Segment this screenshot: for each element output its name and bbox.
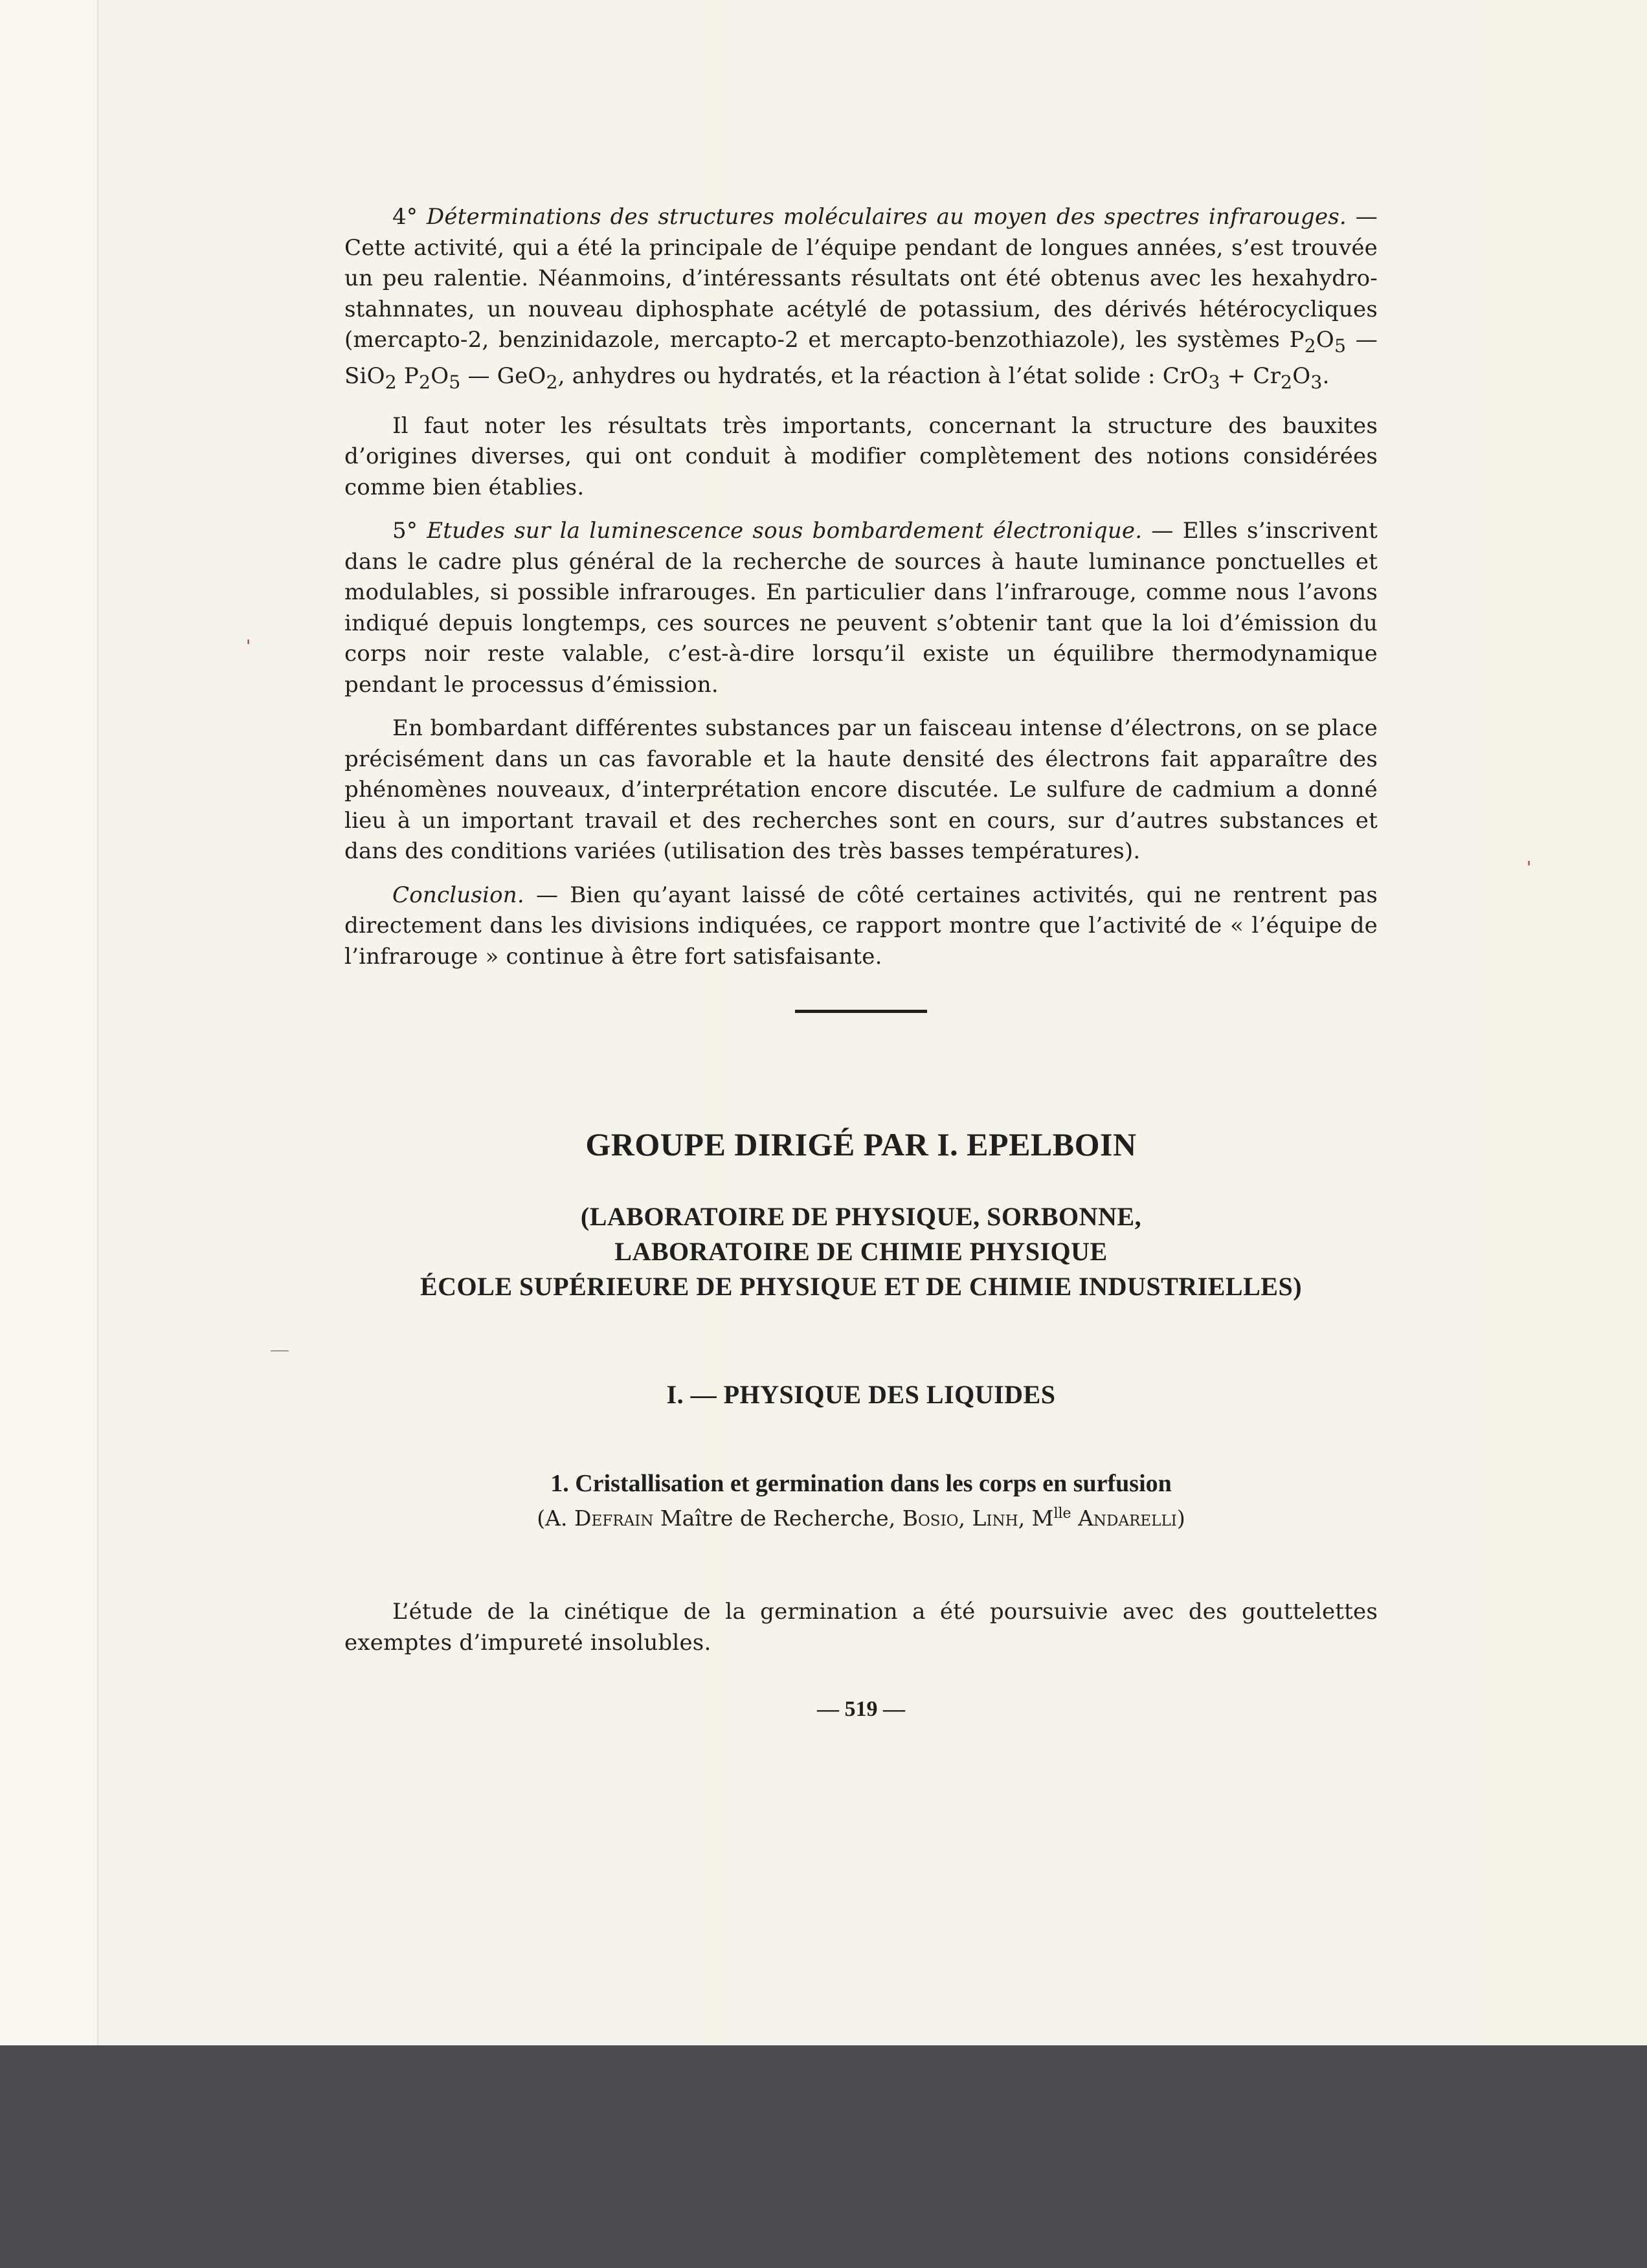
page-number: — 519 — — [817, 1697, 905, 1722]
author-name: Linh — [972, 1506, 1018, 1531]
author-text: Maître de Recherche, — [653, 1506, 902, 1531]
page-content — [344, 202, 1378, 1722]
author-line — [344, 1506, 1378, 1531]
author-superscript: lle — [1053, 1506, 1071, 1522]
formula-part: P — [1289, 327, 1305, 353]
laboratory-line: (LABORATOIRE DE PHYSIQUE, SORBONNE, — [580, 1202, 1142, 1232]
section-divider — [795, 1010, 927, 1013]
formula-part: P — [396, 363, 419, 390]
paragraph-bauxites: Il faut noter les résultats très importants, concernant la structure des bauxites d’origines diverses, qui ont conduit à modifier complètement des notions considérées comme bien établies. — [344, 412, 1378, 500]
paragraph-text: . — [1322, 363, 1330, 390]
group-title: GROUPE DIRIGÉ PAR I. EPELBOIN — [585, 1126, 1137, 1163]
laboratory-list — [344, 1199, 1378, 1304]
laboratory-line: LABORATOIRE DE CHIMIE PHYSIQUE — [614, 1237, 1108, 1267]
author-name: Andarelli — [1078, 1506, 1177, 1531]
subsection-title: 1. Cristallisation et germination dans les corps en surfusion — [550, 1470, 1172, 1498]
item-heading: Déterminations des structures moléculaires au moyen des spectres infrarouges. — [426, 204, 1347, 230]
paragraph-conclusion — [344, 880, 1378, 973]
subscript: 2 — [385, 372, 397, 394]
paragraph-bombardment: En bombardant différentes substances par un faisceau intense d’électrons, on se place précisément dans un cas favorable et la haute densité des électrons fait apparaître des phénomènes nouveaux, d’interprétation encore discutée. Le sulfure de cadmium a donné lieu à un important travail et des recherches sont en cours, sur d’autres substances et dans des conditions variées (utilisation des très basses températures). — [344, 715, 1378, 865]
margin-dash — [271, 1350, 289, 1351]
page-binding-edge — [0, 0, 98, 2045]
formula-part: O — [1292, 363, 1311, 390]
paragraph-text: — Cette activité, qui a été la principale de l’équipe pendant de longues années, s’est trouvée un peu ralentie. Néanmoins, d’intéressants résultats ont été obtenus avec les hexahydro-stahnnates, un nouveau diphosphate acétylé de potassium, des dérivés hétérocycliques (mercapto-2, benzinidazole, mercapto-2 et mercapto-benzothiazole), les systèmes — [344, 204, 1378, 353]
formula-part: CrO — [1162, 363, 1209, 390]
scanner-background — [0, 2045, 1647, 2268]
section-title: I. — PHYSIQUE DES LIQUIDES — [666, 1380, 1056, 1410]
item-number: 5° — [392, 518, 427, 544]
paragraph-infrared-structures — [344, 202, 1378, 398]
formula-part: — SiO — [344, 327, 1378, 390]
red-ink-mark: ' — [1527, 858, 1532, 878]
author-name: Bosio — [902, 1506, 959, 1531]
subscript: 2 — [546, 372, 558, 394]
author-text — [1071, 1506, 1079, 1531]
item-number: 4° — [392, 204, 427, 230]
subscript: 2 — [418, 372, 431, 394]
conclusion-heading: Conclusion. — [392, 882, 524, 908]
formula-part: O — [431, 363, 449, 390]
subscript: 5 — [1334, 335, 1347, 357]
red-ink-mark: ' — [246, 637, 251, 656]
subscript: 2 — [1304, 335, 1316, 357]
author-text: , — [958, 1506, 972, 1531]
paragraph-germination: L’étude de la cinétique de la germination a été poursuivie avec des gouttelettes exemptes d’impureté insolubles. — [344, 1599, 1378, 1656]
author-name: Defrain — [574, 1506, 654, 1531]
paragraph-text: — Elles s’inscrivent dans le cadre plus général de la recherche de sources à haute luminance ponctuelles et modulables, si possible infrarouges. En particulier dans l’infrarouge, comme nous l’avons indiqué depuis longtemps, ces sources ne peuvent s’obtenir tant que la loi d’émission du corps noir reste valable, c’est-à-dire lorsqu’il existe un équilibre thermodynamique pendant le processus d’émission. — [344, 518, 1378, 698]
subscript: 2 — [1281, 372, 1293, 394]
author-text: (A. — [537, 1506, 574, 1531]
subscript: 5 — [449, 372, 461, 394]
subscript: 3 — [1208, 372, 1220, 394]
author-text: ) — [1176, 1506, 1185, 1531]
subscript: 3 — [1310, 372, 1323, 394]
paragraph-text: , anhydres ou hydratés, et la réaction à l’état solide : — [557, 363, 1163, 390]
author-text: , M — [1018, 1506, 1054, 1531]
formula-part: O — [1316, 327, 1334, 353]
laboratory-line: ÉCOLE SUPÉRIEURE DE PHYSIQUE ET DE CHIMIE INDUSTRIELLES) — [420, 1272, 1303, 1302]
formula-part: — GeO — [460, 363, 546, 390]
formula-part: + Cr — [1220, 363, 1281, 390]
paragraph-text: — Bien qu’ayant laissé de côté certaines activités, qui ne rentrent pas directement dans les divisions indiquées, ce rapport montre que l’activité de « l’équipe de l’infrarouge » continue à être fort satisfaisante. — [344, 882, 1378, 970]
paragraph-luminescence — [344, 516, 1378, 700]
item-heading: Etudes sur la luminescence sous bombardement électronique. — [427, 518, 1143, 544]
